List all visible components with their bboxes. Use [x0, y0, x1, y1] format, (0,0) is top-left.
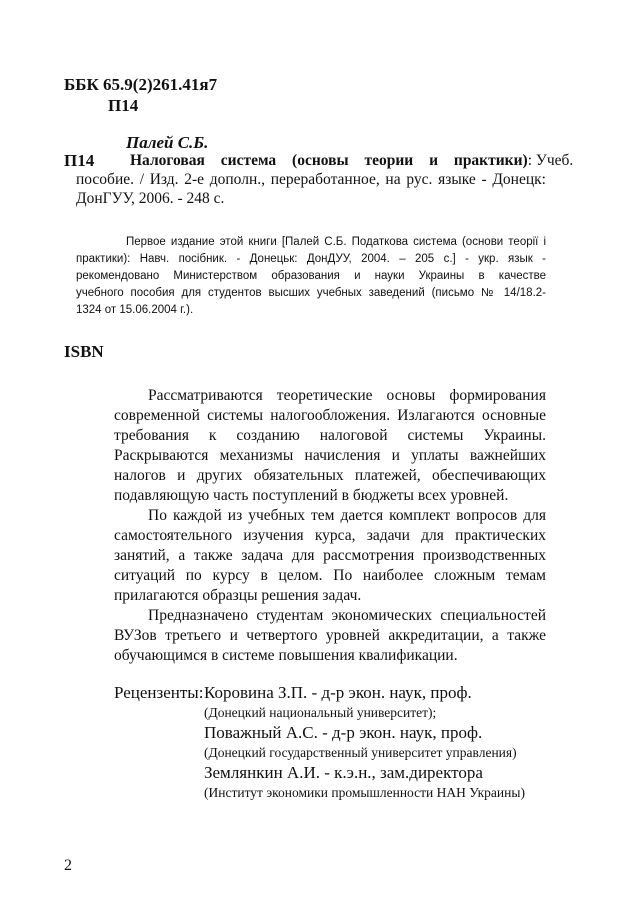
- reviewers-label: Рецензенты:: [114, 683, 204, 702]
- abstract-line: обучающимся в системе повышения квалификации.: [114, 647, 458, 664]
- abstract-line: Рассматриваются теоретические основы формирования: [148, 387, 546, 404]
- bib-publication-line: пособие. / Изд. 2-е дополн., переработанное, на рус. языке - Донецк:: [76, 171, 546, 188]
- abstract-line: Предназначено студентам экономических специальностей: [148, 607, 546, 624]
- note-line: практики): Навч. посібник. - Донецьк: ДонДУУ, 2004. – 205 с.] - укр. язык -: [76, 253, 546, 265]
- author-index-code: П14: [108, 96, 139, 115]
- note-line: рекомендовано Министерством образования и науки Украины в качестве: [76, 270, 546, 282]
- abstract-line: прилагаются образцы решения задач.: [114, 587, 362, 604]
- book-title-line: [130, 152, 574, 170]
- isbn-label: ISBN: [64, 342, 104, 361]
- abstract-line: занятий, а также задача для рассмотрения производственных: [114, 547, 546, 564]
- note-line: учебного пособия для студентов высших учебных заведений (письмо № 14/18.2-: [76, 287, 546, 299]
- book-title-rest: : Учеб.: [527, 152, 574, 169]
- reviewer-org: (Донецкий национальный университет);: [204, 705, 437, 720]
- abstract-line: По каждой из учебных тем дается комплект вопросов для: [148, 507, 546, 524]
- abstract-line: ситуаций по курсу в целом. По наиболее сложным темам: [114, 567, 546, 584]
- book-title: Налоговая система (основы теории и практики): [130, 152, 528, 169]
- reviewer-name: Поважный А.С. - д-р экон. наук, проф.: [204, 723, 483, 742]
- reviewer-org: (Институт экономики промышленности НАН Украины): [204, 785, 525, 800]
- abstract-line: подавляющую часть поступлений в бюджеты всех уровней.: [114, 487, 509, 504]
- reviewer-org: (Донецкий государственный университет управления): [204, 745, 517, 760]
- abstract-line: ВУЗов третьего и четвертого уровней аккредитации, а также: [114, 627, 546, 644]
- page-number: 2: [64, 857, 72, 874]
- bib-publisher-line: ДонГУУ, 2006. - 248 с.: [76, 190, 225, 207]
- note-line: 1324 от 15.06.2004 г.).: [76, 304, 194, 316]
- abstract-line: требования к созданию налоговой системы Украины.: [114, 427, 546, 444]
- abstract-line: современной системы налогообложения. Излагаются основные: [114, 407, 546, 424]
- abstract-line: налогов и других обязательных платежей, обеспечивающих: [114, 467, 546, 484]
- abstract-line: самостоятельного изучения курса, задачи для практических: [114, 527, 546, 544]
- abstract-line: Раскрываются механизмы начисления и уплаты важнейших: [114, 447, 546, 464]
- bib-index-code: П14: [64, 151, 95, 170]
- reviewer-name: Коровина З.П. - д-р экон. наук, проф.: [204, 683, 472, 702]
- bbk-code: ББК 65.9(2)261.41я7: [64, 75, 218, 94]
- note-line: Первое издание этой книги [Палей С.Б. Податкова система (основи теорії і: [126, 236, 546, 248]
- reviewer-name: Землянкин А.И. - к.э.н., зам.директора: [204, 763, 483, 782]
- book-author: Палей С.Б.: [126, 133, 209, 152]
